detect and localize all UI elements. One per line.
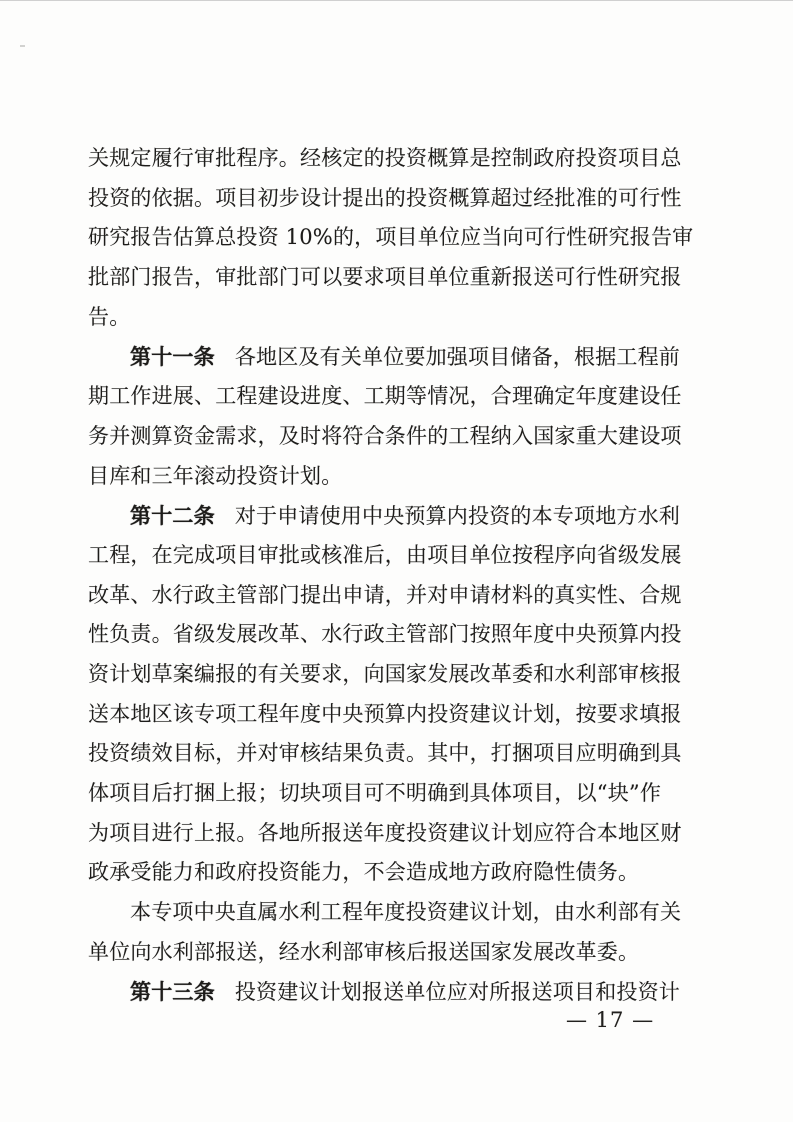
text-line — [88, 377, 688, 417]
text-line — [88, 893, 688, 933]
text-line — [88, 655, 688, 695]
line-text: 投资绩效目标，并对审核结果负责。其中，打捆项目应明确到具 — [88, 741, 682, 766]
article-number: 第十二条 — [130, 503, 215, 529]
line-text: 研究报告估算总投资 10%的，项目单位应当向可行性研究报告审 — [88, 225, 694, 250]
line-text: 本专项中央直属水利工程年度投资建议计划，由水利部有关 — [130, 900, 682, 925]
line-text: 为项目进行上报。各地所报送年度投资建议计划应符合本地区财 — [88, 820, 682, 845]
scan-speck-artifact — [20, 45, 25, 47]
text-line — [88, 734, 688, 774]
line-text: 批部门报告，审批部门可以要求项目单位重新报送可行性研究报 — [88, 265, 682, 290]
text-line — [88, 457, 688, 497]
text-line — [88, 218, 694, 258]
text-line — [88, 615, 688, 655]
line-text: 投资的依据。项目初步设计提出的投资概算超过经批准的可行性 — [88, 185, 682, 210]
page-number: — 17 — — [566, 1008, 655, 1032]
line-text: 对于申请使用中央预算内投资的本专项地方水利 — [234, 504, 681, 529]
text-line — [88, 853, 688, 893]
line-text: 目库和三年滚动投资计划。 — [88, 463, 343, 488]
line-text: 改革、水行政主管部门提出申请，并对申请材料的真实性、合规 — [88, 582, 682, 607]
line-text: 工程，在完成项目审批或核准后，由项目单位按程序向省级发展 — [88, 542, 682, 567]
text-line — [88, 536, 688, 576]
text-line — [88, 496, 688, 536]
line-text: 体项目后打捆上报；切块项目可不明确到具体项目，以“块”作 — [88, 781, 662, 805]
line-text: 告。 — [88, 304, 131, 329]
line-text: 单位向水利部报送，经水利部审核后报送国家发展改革委。 — [88, 939, 640, 964]
line-text: 各地区及有关单位要加强项目储备，根据工程前 — [234, 345, 681, 370]
article-number: 第十三条 — [130, 979, 215, 1005]
text-line — [88, 298, 688, 338]
text-line — [88, 814, 688, 854]
text-line — [88, 774, 688, 814]
text-line — [88, 179, 688, 219]
scan-edge-artifact — [0, 0, 793, 1]
line-text: 政承受能力和政府投资能力，不会造成地方政府隐性债务。 — [88, 860, 640, 885]
line-text: 投资建议计划报送单位应对所报送项目和投资计 — [234, 980, 681, 1005]
line-text: 性负责。省级发展改革、水行政主管部门按照年度中央预算内投 — [88, 622, 682, 647]
line-text: 务并测算资金需求，及时将符合条件的工程纳入国家重大建设项 — [88, 423, 682, 448]
text-line — [88, 258, 688, 298]
line-text: 期工作进展、工程建设进度、工期等情况，合理确定年度建设任 — [88, 384, 682, 409]
line-text: 关规定履行审批程序。经核定的投资概算是控制政府投资项目总 — [88, 146, 682, 170]
text-line — [88, 576, 688, 616]
line-text: 送本地区该专项工程年度中央预算内投资建议计划，按要求填报 — [88, 701, 682, 726]
text-line — [88, 933, 688, 973]
text-line — [88, 139, 688, 179]
document-text-block — [88, 139, 694, 1012]
article-number: 第十一条 — [130, 344, 215, 370]
text-line — [88, 417, 688, 457]
text-line — [88, 337, 688, 377]
text-line — [88, 695, 688, 735]
line-text: 资计划草案编报的有关要求，向国家发展改革委和水利部审核报 — [88, 661, 682, 686]
